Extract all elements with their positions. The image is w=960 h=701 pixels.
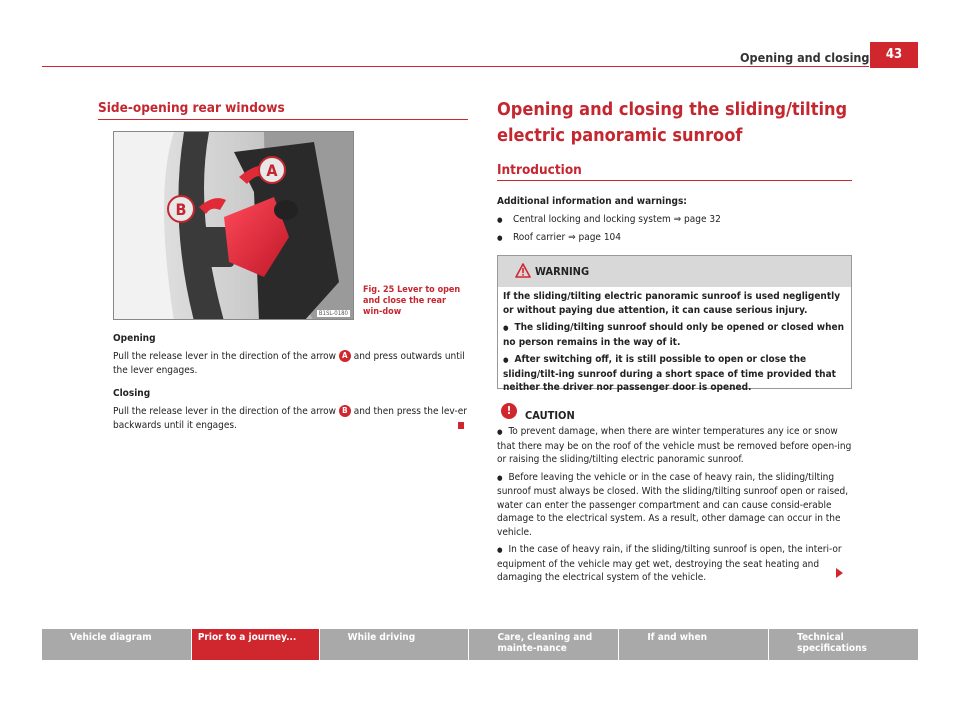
warning-item: ● The sliding/tilting sunroof should only be opened or closed when no person remains in the way of it. bbox=[503, 321, 846, 349]
closing-heading: Closing bbox=[113, 388, 151, 399]
figure-code: B1SL-0180 bbox=[318, 310, 348, 317]
section-heading-rear-windows: Side-opening rear windows bbox=[98, 100, 285, 116]
figure-caption: Fig. 25 Lever to open and close the rear win-dow bbox=[363, 285, 461, 317]
tab-while-driving[interactable]: While driving bbox=[320, 629, 469, 660]
caution-item: ● To prevent damage, when there are winter temperatures any ice or snow that there may be on the roof of the vehicle must be removed before open-ing or raising the sliding/tilting electric panoramic sunroof. bbox=[497, 425, 857, 467]
caution-item: ● In the case of heavy rain, if the sliding/tilting sunroof is open, the interi-or equipment of the vehicle may get wet, destroying the seat heating and damaging the electrical system of the vehicle. bbox=[497, 543, 857, 585]
caution-body bbox=[497, 425, 857, 589]
opening-heading: Opening bbox=[113, 333, 156, 344]
warning-title: WARNING bbox=[535, 265, 590, 278]
caution-circle-icon: ! bbox=[501, 403, 517, 419]
figure-label-a: A bbox=[266, 161, 278, 180]
figure-label-b: B bbox=[175, 200, 187, 219]
letter-b-badge: B bbox=[339, 405, 351, 417]
lever-illustration bbox=[114, 132, 354, 320]
section-rule bbox=[98, 119, 468, 120]
info-block bbox=[497, 195, 852, 245]
info-item-roof-carrier[interactable]: ● Roof carrier ⇒ page 104 bbox=[497, 231, 852, 245]
tab-technical-specifications[interactable]: Technical specifications bbox=[769, 629, 918, 660]
closing-paragraph: Pull the release lever in the direction of the arrow B and then press the lev-er backwards until it engages. bbox=[113, 406, 467, 431]
warning-header bbox=[498, 256, 851, 287]
warning-item: ● After switching off, it is still possible to open or close the sliding/tilt-ing sunroof during a short space of time provided that neither the driver nor passenger door is opened. bbox=[503, 353, 846, 395]
caution-item: ● Before leaving the vehicle or in the case of heavy rain, the sliding/tilting sunroof must always be closed. With the sliding/tilting sunroof open or raised, water can enter the passenger compartment and can cause consid-erable damage to the electrical system. As a result, other damage can occur in the vehicle. bbox=[497, 471, 857, 540]
section-heading-sunroof: Opening and closing the sliding/tilting electric panoramic sunroof bbox=[497, 99, 848, 146]
warning-box bbox=[497, 255, 852, 393]
subheading-introduction: Introduction bbox=[497, 162, 582, 178]
subheading-rule bbox=[497, 180, 852, 181]
page-number: 43 bbox=[870, 42, 918, 68]
info-item-central-locking[interactable]: ● Central locking and locking system ⇒ page 32 bbox=[497, 213, 852, 227]
opening-paragraph: Pull the release lever in the direction of the arrow A and press outwards until the lever engages. bbox=[113, 351, 465, 376]
warning-intro: If the sliding/tilting electric panoramic sunroof is used negligently or without paying due attention, it can cause serious injury. bbox=[503, 291, 841, 316]
running-header-title: Opening and closing bbox=[740, 50, 870, 65]
end-of-section-marker-icon bbox=[458, 422, 464, 429]
tab-prior-to-a-journey[interactable]: Prior to a journey... bbox=[192, 629, 319, 660]
rear-window-lever-figure bbox=[113, 131, 354, 320]
tab-vehicle-diagram[interactable]: Vehicle diagram bbox=[42, 629, 191, 660]
header-rule bbox=[42, 66, 869, 67]
letter-a-badge: A bbox=[339, 350, 351, 362]
chapter-navigation bbox=[42, 629, 918, 660]
next-page-arrow-icon[interactable] bbox=[836, 568, 843, 578]
tab-if-and-when[interactable]: If and when bbox=[619, 629, 768, 660]
info-heading: Additional information and warnings: bbox=[497, 196, 687, 207]
tab-care-cleaning-maintenance[interactable]: Care, cleaning and mainte-nance bbox=[469, 629, 618, 660]
warning-triangle-icon bbox=[515, 263, 531, 278]
warning-body bbox=[498, 287, 851, 395]
caution-title: CAUTION bbox=[525, 409, 575, 422]
